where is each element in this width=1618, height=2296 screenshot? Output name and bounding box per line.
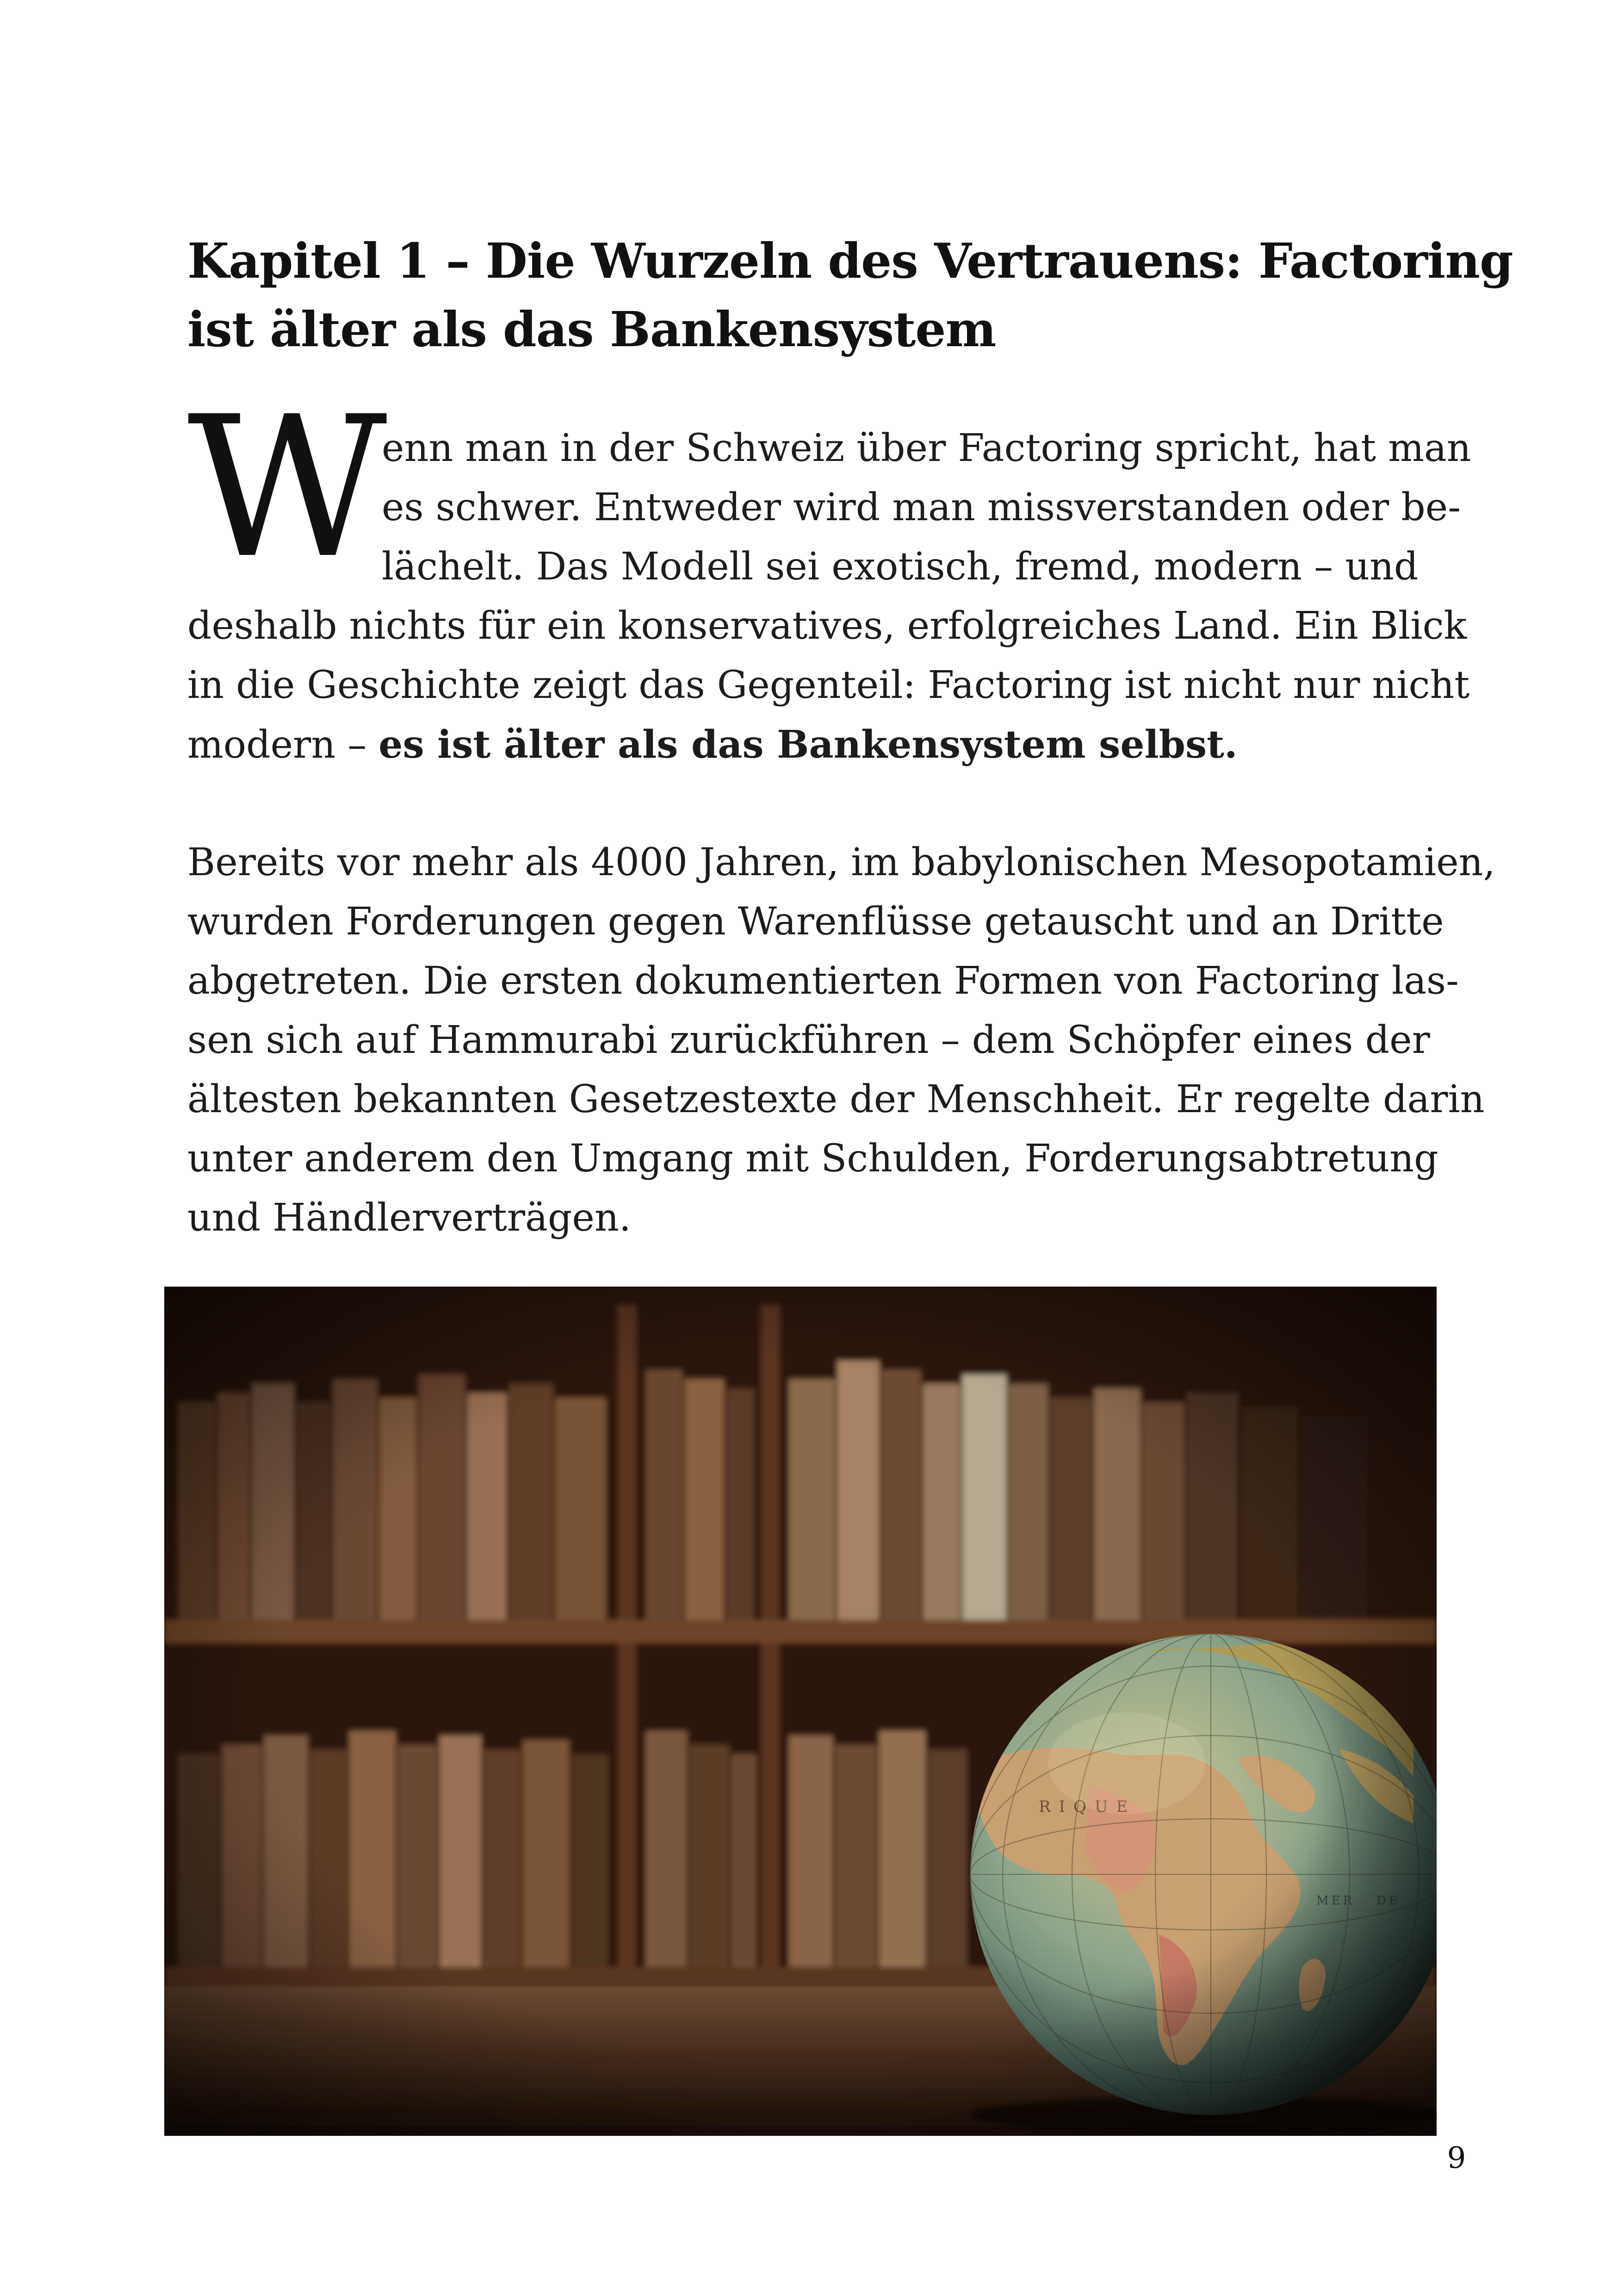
paragraph-1 [187,419,1471,774]
paragraph-2-line: sen sich auf Hammurabi zurückführen – dem Schöpfer eines der [187,1018,1430,1062]
paragraph-2-line: abgetreten. Die ersten dokumentierten Formen von Factoring las- [187,959,1459,1003]
drop-cap: W [187,375,383,601]
paragraph-2-line: und Händlerverträgen. [187,1196,631,1240]
chapter-heading-line-1: Kapitel 1 – Die Wurzeln des Vertrauens: Factoring [187,232,1513,289]
paragraph-2-line: ältesten bekannten Gesetzestexte der Menschheit. Er regelte darin [187,1077,1485,1121]
paragraph-2 [187,833,1495,1248]
paragraph-1-line: enn man in der Schweiz über Factoring spricht, hat man [382,426,1471,470]
page-number: 9 [1447,2141,1466,2175]
photo-illustration [164,1287,1437,2136]
paragraph-1-last-line-start: modern – [187,723,379,767]
paragraph-2-line: wurden Forderungen gegen Warenflüsse getauscht und an Dritte [187,900,1444,944]
paragraph-1-line: es schwer. Entweder wird man missverstanden oder be- [382,485,1461,529]
paragraph-1-line: deshalb nichts für ein konservatives, erfolgreiches Land. Ein Blick [187,604,1467,648]
paragraph-2-line: unter anderem den Umgang mit Schulden, Forderungsabtretung [187,1137,1438,1181]
paragraph-1-line: in die Geschichte zeigt das Gegenteil: Factoring ist nicht nur nicht [187,663,1470,707]
chapter-heading [187,227,1513,364]
paragraph-1-line: lächelt. Das Modell sei exotisch, fremd, modern – und [382,545,1419,589]
globe-bookshelf-photo [164,1287,1437,2136]
paragraph-1-bold-statement: es ist älter als das Bankensystem selbst. [378,722,1238,767]
chapter-heading-line-2: ist älter als das Bankensystem [187,301,996,358]
paragraph-1-last-line [187,715,1451,774]
paragraph-2-line: Bereits vor mehr als 4000 Jahren, im babylonischen Mesopotamien, [187,840,1495,884]
